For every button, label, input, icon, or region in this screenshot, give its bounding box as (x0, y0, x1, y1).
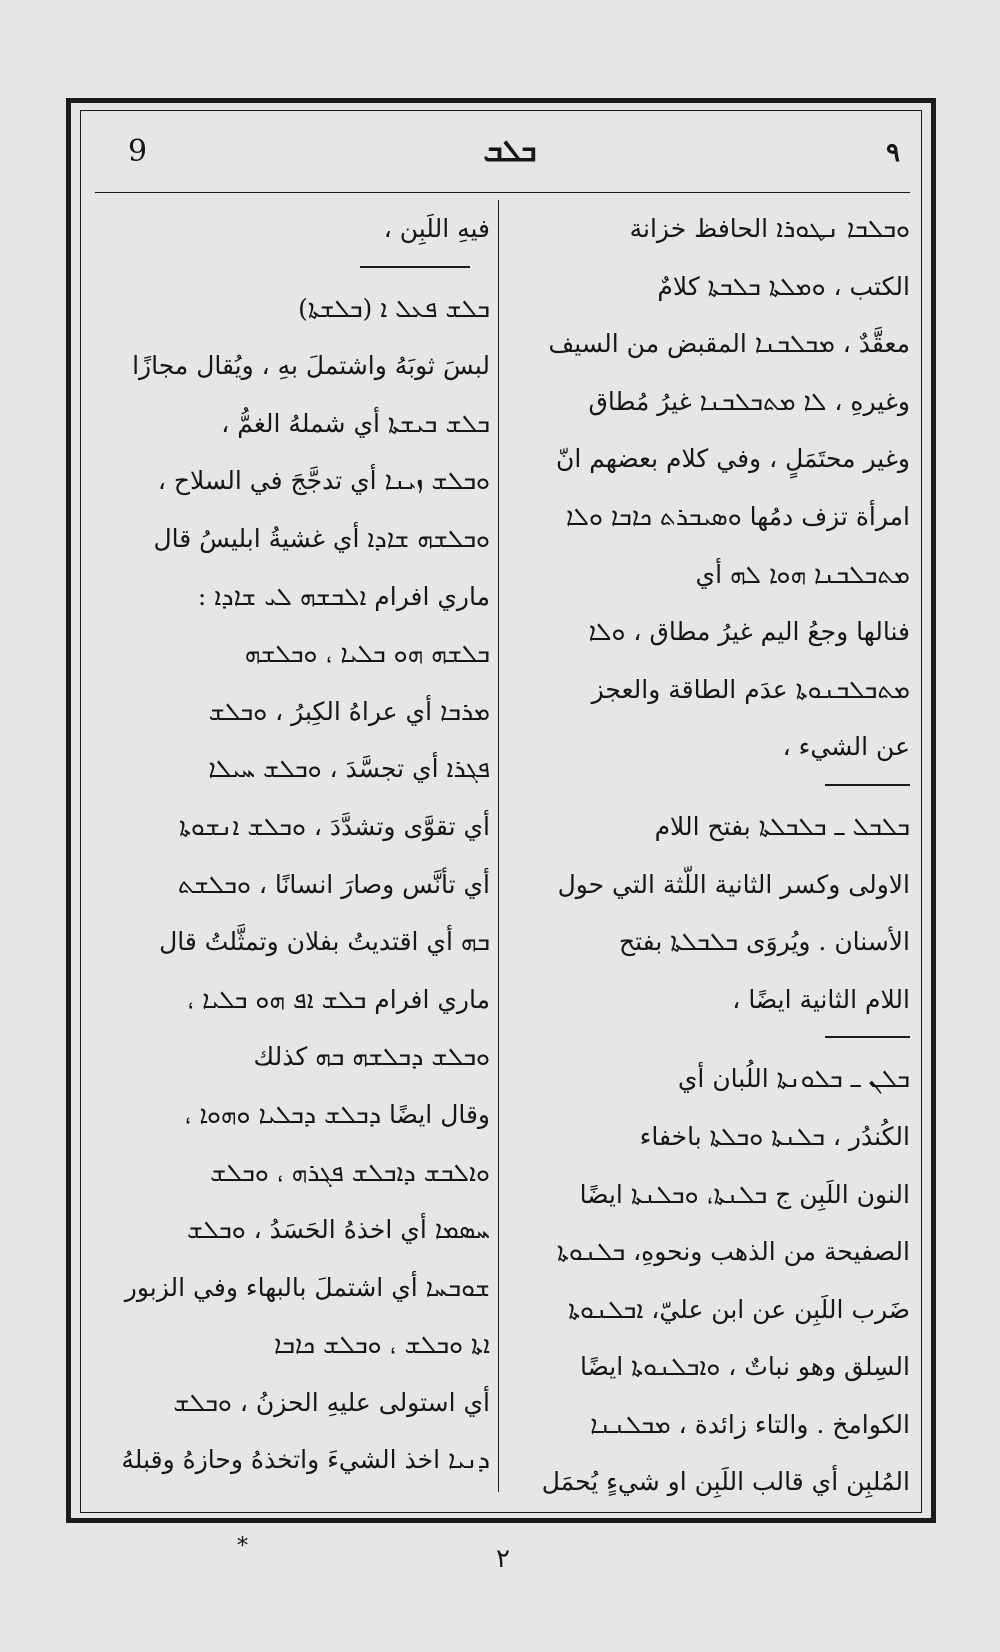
footer-star: * (237, 1534, 248, 1559)
text-line: ܡܬܒܠܒܢܐ ܗܘܐ ܠܗ أي (695, 559, 910, 589)
text-line: النون اللَبِن ج ܒܠܢܬܐ، ܘܒܠܢܬܐ ايضًا (579, 1179, 910, 1209)
text-line: امرأة تزف دمُها ܘܣܝܒܪܬ ܟܐܒܐ ܘܠܐ (566, 501, 910, 531)
text-line: اللام الثانية ايضًا ، (732, 984, 910, 1014)
text-line: معقَّدٌ ، ܡܒܠܒܢܐ المقبض من السيف (548, 329, 910, 359)
text-line: وغير محتَمَلٍ ، وفي كلام بعضهم انّ (555, 444, 910, 474)
text-line: عن الشيء ، (782, 732, 910, 762)
text-line: ܕܢܝܐ اخذ الشيءَ واتخذهُ وحازهُ وقبلهُ (121, 1445, 490, 1475)
page-number-arabic: ٩ (886, 138, 900, 168)
entry-headword-line: ܒܠܢ ـ ܒܠܘܢܬܐ اللُبان أي (677, 1064, 910, 1094)
entry-separator (510, 776, 910, 798)
text-line: وغيرهِ ، ܠܐ ܡܬܒܠܒܢܐ غيرُ مُطاق (588, 386, 910, 416)
entry-headword-line: ܒܠܒܠ ـ ܒܠܒܠܬܐ بفتح اللام (654, 811, 910, 841)
text-line: ماري افرام ܒܠܫ ܐܦ ܗܘ ܒܠܝܐ ، (187, 984, 490, 1014)
running-head: ܒܠܒ (483, 134, 537, 169)
text-line: أي تأنَّس وصارَ انسانًا ، ܘܒܠܫܬ (177, 869, 490, 899)
text-line: ܒܠܫ ܒܝܫܬܐ أي شملهُ الغمُّ ، (221, 408, 490, 438)
text-line: ܒܠܫܗ ܗܘ ܒܠܝܐ ، ܘܒܠܫܗ (244, 639, 490, 669)
header-rule (95, 192, 910, 193)
page-number-latin: 9 (128, 134, 148, 169)
text-line: وقال ايضًا ܕܒܠܫ ܕܒܠܝܐ ܘܗܘܐ ، (184, 1099, 490, 1129)
text-line: أي استولى عليهِ الحزنُ ، ܘܒܠܫ (173, 1387, 490, 1417)
text-line: الكوامخ . والتاء زائدة ، ܡܒܠܢܢܐ (590, 1409, 910, 1439)
text-line: ܐܬܐ ܘܒܠܫ ، ܘܒܠܫ ܟܐܒܐ (273, 1330, 490, 1360)
text-line: أي تقوَّى وتشدَّدَ ، ܘܒܠܫ ܐܢܫܘܬܐ (178, 811, 490, 841)
text-line: ماري افرام ܐܠܒܫܗ ܠܝ ܫܐܕܐ : (197, 581, 490, 611)
text-line: ܘܒܠܒܐ ܢܛܘܪܐ الحافظ خزانة (629, 214, 910, 243)
text-line: ܘܐܠܒܫ ܕܐܒܠܫ ܦܓܪܗ ، ܘܒܠܫ (210, 1157, 490, 1187)
text-line: الكتب ، ܘܡܠܬܐ ܒܠܒܬܐ كلامٌ (657, 271, 910, 301)
text-line: ܘܒܠܫ ܙܝܢܐ أي تدجَّجَ في السلاح ، (157, 466, 490, 496)
text-line: الكُندُر ، ܒܠܢܬܐ ܘܒܠܬܐ باخفاء (639, 1121, 910, 1151)
text-line: ܘܒܠܫ ܕܒܠܫܗ ܒܗ كذلك (253, 1042, 490, 1072)
text-line: الأسنان . ويُروَى ܒܠܒܠܬܐ بفتح (618, 927, 910, 957)
entry-separator (95, 258, 490, 280)
left-column (95, 200, 490, 1489)
text-line: ܒܗ أي اقتديتُ بفلان وتمثَّلتُ قال (159, 927, 490, 957)
text-line: ܡܬܒܠܒܢܘܬܐ عدَم الطاقة والعجز (591, 674, 910, 704)
text-line: الصفيحة من الذهب ونحوهِ، ܒܠܢܘܬܐ (556, 1237, 910, 1267)
text-line: لبسَ ثوبَهُ واشتملَ بهِ ، ويُقال مجازًا (132, 351, 490, 381)
signature-mark: ٢ (496, 1544, 510, 1574)
text-line: ܡܪܒܐ أي عراهُ الكِبرُ ، ܘܒܠܫ (208, 696, 490, 726)
text-line: ܚܣܡܐ أي اخذهُ الحَسَدُ ، ܘܒܠܫ (187, 1215, 490, 1245)
text-line: فنالها وجعُ اليم غيرُ مطاق ، ܘܠܐ (588, 617, 910, 647)
text-line: فيهِ اللَبِن ، (383, 214, 490, 243)
text-line: المُلبِن أي قالب اللَبِن او شيءٍ يُحمَل (541, 1467, 910, 1497)
entry-separator (510, 1028, 910, 1050)
text-line: ܘܒܠܫܗ ܫܐܕܐ أي غشيةُ ابليسُ قال (153, 523, 490, 553)
text-line: الاولى وكسر الثانية اللّثة التي حول (557, 869, 910, 899)
text-line: ܦܓܪܐ أي تجسَّدَ ، ܘܒܠܫ ܚܝܠܐ (208, 754, 490, 784)
entry-headword-line: ܒܠܫ ܦܥܠ ܐ (ܒܠܫܬܐ) (298, 293, 490, 323)
text-line: ضَرب اللَبِن عن ابن عليّ، ܐܒܠܢܘܬܐ (568, 1294, 910, 1324)
text-line: السِلق وهو نباتٌ ، ܘܐܒܠܢܘܬܐ ايضًا (579, 1352, 910, 1382)
right-column (510, 200, 910, 1511)
text-line: ܫܘܒܚܐ أي اشتملَ بالبهاء وفي الزبور (124, 1272, 490, 1302)
column-divider (498, 200, 499, 1492)
